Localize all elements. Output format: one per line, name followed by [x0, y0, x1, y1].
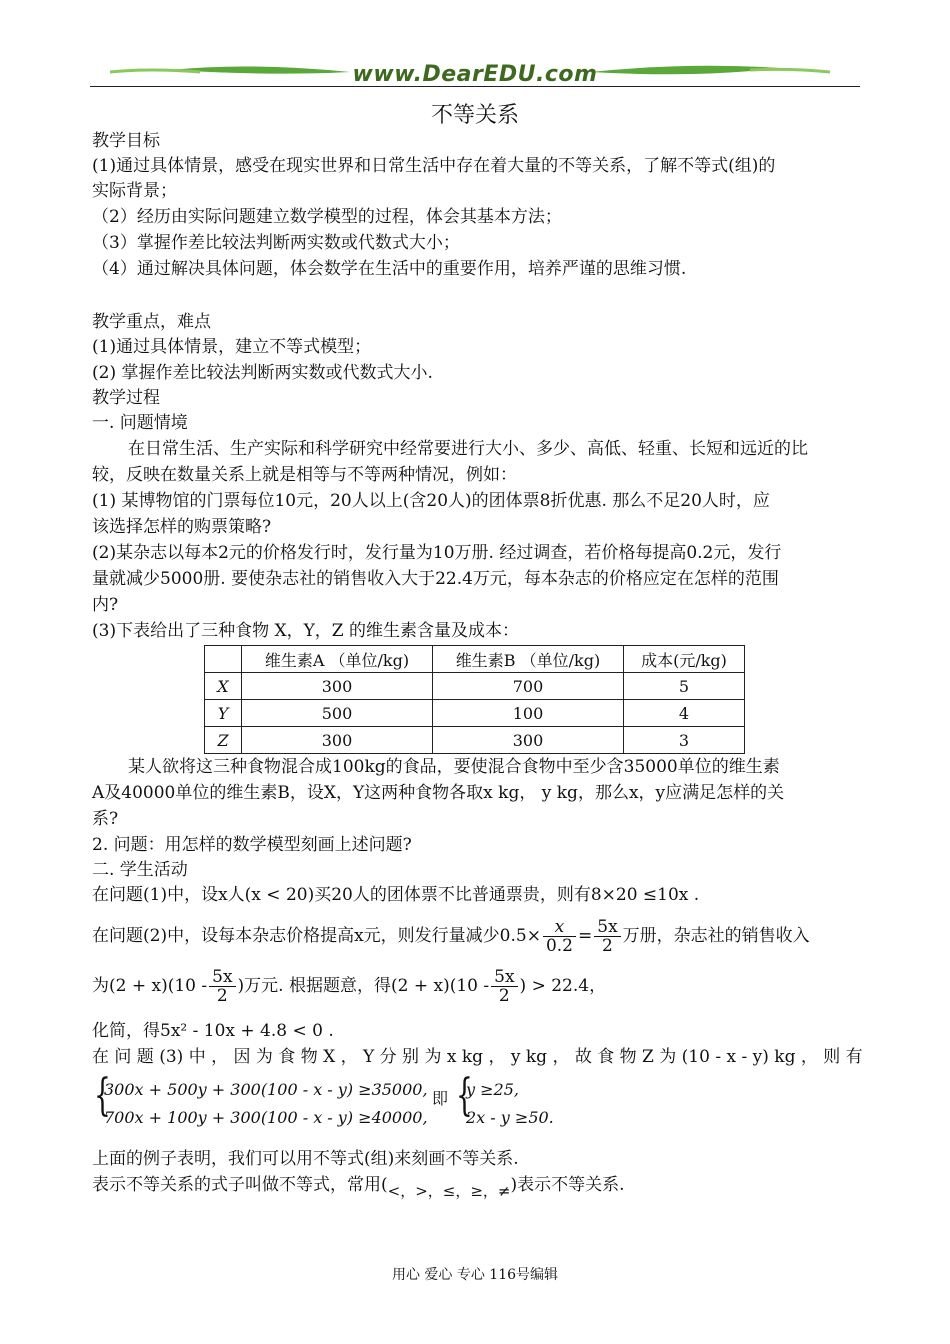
table-header-cell [205, 646, 242, 673]
fraction [209, 968, 235, 1005]
table-header-cell: 成本(元/kg) [624, 646, 745, 673]
intro-line: 较，反映在数量关系上就是相等与不等两种情况，例如： [92, 465, 517, 485]
fraction [594, 918, 620, 955]
site-logo-text[interactable]: www.DearEDU.com [352, 62, 598, 87]
activity-line-1: 在问题(1)中，设x人(x < 20)买20人的团体票不比普通票贵，则有8×20 ≤10x . [92, 885, 700, 905]
page-title: 不等关系 [430, 103, 519, 128]
keypoints-heading: 教学重点，难点 [92, 312, 211, 332]
fraction-denominator: 2 [216, 986, 228, 1006]
problem-2-line: 内? [92, 595, 119, 615]
table-cell: 3 [624, 727, 745, 754]
activity-line-4: 化简，得5x² - 10x + 4.8 < 0 . [92, 1021, 334, 1041]
activity-text: 万册，杂志社的销售收入 [622, 926, 810, 946]
table-row [205, 673, 745, 700]
table-cell: 700 [433, 673, 624, 700]
header-rule [90, 86, 860, 87]
page-footer: 用心 爱心 专心 116号编辑 [391, 1267, 559, 1283]
system-2-line: y ≥25, [466, 1080, 519, 1099]
activity-line-5: 在 问 题 (3) 中 ， 因 为 食 物 X ， Y 分 别 为 x kg ， y kg ， 故 食 物 Z 为 (10 - x - y) kg ， 则 有 [92, 1047, 863, 1067]
activity-text: 表示不等关系的式子叫做不等式，常用( [92, 1175, 388, 1195]
activity-text: 在问题(2)中，设每本杂志价格提高x元，则发行量减少0.5× [92, 926, 541, 946]
problem-2-line: (2)某杂志以每本2元的价格发行时，发行量为10万册. 经过调查，若价格每提高0.2元，发行 [92, 543, 782, 563]
site-banner [90, 58, 860, 88]
table-cell: Z [205, 727, 242, 754]
left-brace: { [94, 1070, 111, 1121]
activity-text: ) > 22.4， [519, 976, 607, 996]
keypoint-line: (1)通过具体情景，建立不等式模型； [92, 337, 372, 357]
activity-line-3 [92, 966, 606, 1006]
system-1-line: 700x + 100y + 300(100 - x - y) ≥40000, [104, 1108, 428, 1127]
objectives-heading: 教学目标 [92, 131, 160, 151]
table-cell: X [205, 673, 242, 700]
problem-3-line: (3)下表给出了三种食物 X，Y，Z 的维生素含量及成本： [92, 621, 520, 641]
objective-line: （3）掌握作差比较法判断两实数或代数式大小； [92, 233, 460, 253]
fraction-numerator: 5x [594, 918, 620, 937]
table-cell: 4 [624, 700, 745, 727]
fraction-denominator: 0.2 [545, 936, 573, 956]
fraction-denominator: 2 [602, 936, 613, 956]
activity-text: )万元. 根据题意，得(2 + x)(10 - [237, 976, 490, 996]
ji-word: 即 [432, 1089, 449, 1108]
conclusion-line-1: 上面的例子表明，我们可以用不等式(组)来刻画不等关系. [92, 1149, 519, 1169]
table-cell: 500 [242, 700, 433, 727]
system-2-line: 2x - y ≥50. [466, 1108, 554, 1127]
table-row [205, 727, 745, 754]
vitamin-table [204, 645, 745, 754]
table-cell: 300 [242, 727, 433, 754]
problem-2-line: 量就减少5000册. 要使杂志社的销售收入大于22.4万元，每本杂志的价格应定在怎样的范围 [92, 569, 779, 589]
problem-1-line: (1) 某博物馆的门票每位10元，20人以上(含20人)的团体票8折优惠. 那么不足20人时，应 [92, 491, 770, 511]
activity-text: )表示不等关系. [510, 1175, 625, 1195]
intro-line: 在日常生活、生产实际和科学研究中经常要进行大小、多少、高低、轻重、长短和远近的比 [128, 439, 808, 459]
table-cell: 100 [433, 700, 624, 727]
section-heading-1: 一. 问题情境 [92, 413, 188, 433]
table-row [205, 700, 745, 727]
after-table-line: 系? [92, 809, 119, 829]
table-cell: Y [205, 700, 242, 727]
activity-line-2 [92, 916, 810, 956]
fraction [543, 918, 576, 955]
equals-sign: = [578, 926, 593, 946]
fraction-denominator: 2 [498, 986, 510, 1006]
objective-line: （4）通过解决具体问题，体会数学在生活中的重要作用，培养严谨的思维习惯. [92, 259, 687, 279]
table-header-row [205, 646, 745, 673]
section-heading-2: 二. 学生活动 [92, 860, 188, 880]
objective-line: 实际背景； [92, 181, 177, 201]
table-cell: 300 [242, 673, 433, 700]
table-cell: 300 [433, 727, 624, 754]
after-table-line: 某人欲将这三种食物混合成100kg的食品，要使混合食物中至少含35000单位的维生素 [128, 757, 780, 777]
fraction-numerator: 5x [209, 968, 235, 987]
table-header-cell: 维生素B （单位/kg) [433, 646, 624, 673]
objective-line: (1)通过具体情景，感受在现实世界和日常生活中存在着大量的不等关系，了解不等式(组)的 [92, 156, 776, 176]
activity-text: 为(2 + x)(10 - [92, 976, 208, 996]
table-cell: 5 [624, 673, 745, 700]
fraction [491, 968, 517, 1005]
keypoint-line: (2) 掌握作差比较法判断两实数或代数式大小. [92, 363, 433, 383]
inequality-symbols: <，>，≤，≥，≠ [387, 1182, 511, 1200]
objective-line: （2）经历由实际问题建立数学模型的过程，体会其基本方法； [92, 207, 562, 227]
conclusion-line-2 [92, 1174, 625, 1200]
system-1-line: 300x + 500y + 300(100 - x - y) ≥35000, [104, 1080, 428, 1099]
fraction-numerator: 5x [491, 968, 517, 987]
after-table-line: A及40000单位的维生素B，设X，Y这两种食物各取x kg， y kg，那么x，y应满足怎样的关 [92, 783, 785, 803]
table-header-cell: 维生素A （单位/kg) [242, 646, 433, 673]
left-brace: { [456, 1070, 473, 1121]
process-heading: 教学过程 [92, 388, 160, 408]
problem-1-line: 该选择怎样的购票策略? [92, 517, 272, 537]
question-2: 2. 问题：用怎样的数学模型刻画上述问题? [92, 835, 412, 855]
fraction-numerator: x [543, 918, 576, 937]
